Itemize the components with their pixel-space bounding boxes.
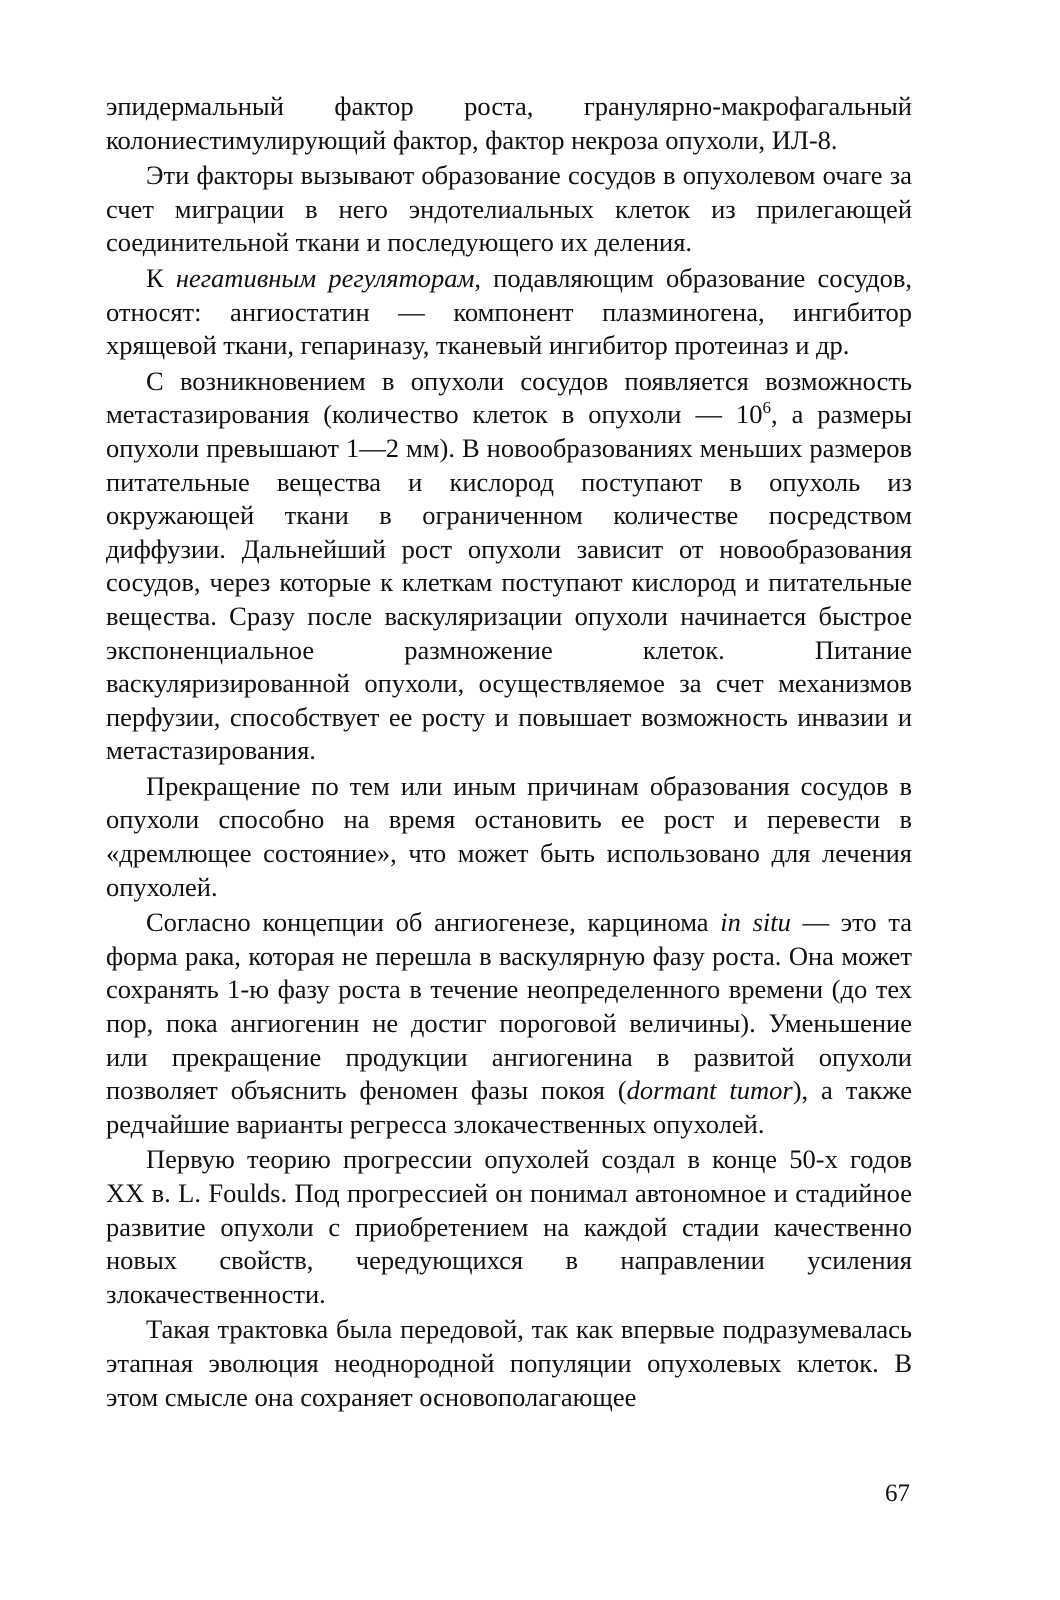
italic-term: in situ [720, 907, 791, 938]
paragraph [106, 1313, 912, 1414]
paragraph-text: , а размеры опухоли превышают 1—2 мм). В новообразованиях меньших размеров питательные вещества и кислород поступают в опухоль из окружающей ткани в ограниченном количестве посредством диффузии. Дальнейший рост опухоли зависит от новообразования сосудов, через которые к клеткам поступают кислород и питательные вещества. Сразу после васкуляризации опухоли начинается быстрое экспоненциальное размножение клеток. Питание васкуляризированной опухоли, осуществляемое за счет механизмов перфузии, способствует ее росту и повышает возможность инвазии и метастазирования. [106, 399, 912, 766]
paragraph-text: Такая трактовка была передовой, так как впервые подразумевалась этапная эволюция неоднородной популяции опухолевых клеток. В этом смысле она сохраняет основополагающее [106, 1314, 912, 1412]
paragraph-text: Прекращение по тем или иным причинам образования сосудов в опухоли способно на время остановить ее рост и перевести в «дремлющее состояние», что может быть использовано для лечения опухолей. [106, 770, 912, 902]
paragraph [106, 906, 912, 1141]
paragraph-text: ), а также редчайшие варианты регресса злокачественных опухолей. [106, 1075, 912, 1139]
paragraph-continued [106, 90, 912, 157]
page-number: 67 [885, 1480, 910, 1507]
body-text [106, 90, 912, 1416]
paragraph-text: С возникновением в опухоли сосудов появляется возможность метастазирования (количество клеток в опухоли — 10 [106, 365, 912, 430]
paragraph-text: , подавляющим образование сосудов, относят: ангиостатин — компонент плазминогена, ингибитор хрящевой ткани, гепариназу, тканевый ингибитор протеиназ и др. [106, 262, 912, 361]
paragraph-text: Согласно концепции об ангиогенезе, карцинома [146, 907, 721, 938]
italic-term: dormant tumor [626, 1075, 793, 1106]
superscript-exponent: 6 [762, 398, 771, 418]
paragraph-text: эпидермальный фактор роста, гранулярно-макрофагальный колониестимулирующий фактор, фактор некроза опухоли, ИЛ-8. [106, 91, 912, 155]
italic-term: негативным регуляторам [175, 262, 475, 293]
paragraph [106, 159, 912, 260]
paragraph-text: — это та форма рака, которая не перешла в васкулярную фазу роста. Она может сохранять 1-ю фазу роста в течение неопределенного времени (до тех пор, пока ангиогенин не достиг пороговой величины). Уменьшение или прекращение продукции ангиогенина в развитой опухоли позволяет объяснить феномен фазы покоя ( [106, 907, 912, 1106]
paragraph [106, 262, 912, 363]
paragraph [106, 1143, 912, 1311]
paragraph-text: К [146, 262, 176, 293]
paragraph [106, 365, 912, 768]
paragraph-text: Эти факторы вызывают образование сосудов в опухолевом очаге за счет миграции в него эндотелиальных клеток из прилегающей соединительной ткани и последующего их деления. [106, 160, 912, 258]
paragraph [106, 770, 912, 904]
paragraph-text: Первую теорию прогрессии опухолей создал в конце 50-х годов XX в. L. Foulds. Под прогрессией он понимал автономное и стадийное развитие опухоли с приобретением на каждой стадии качественно новых свойств, чередующихся в направлении усиления злокачественности. [106, 1144, 912, 1309]
